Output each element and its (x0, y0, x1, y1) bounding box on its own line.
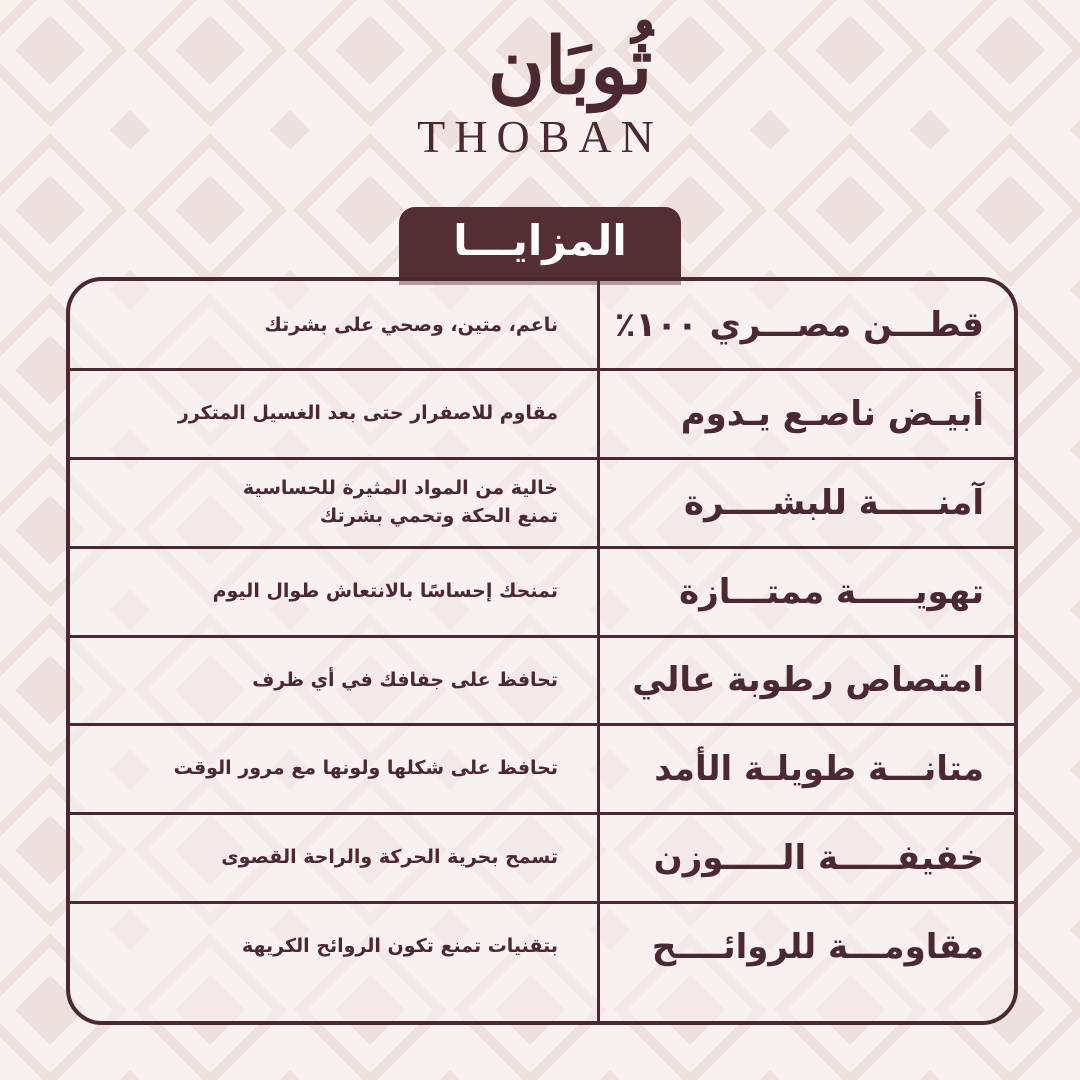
brand-logo (0, 21, 1080, 162)
features-table (66, 277, 1018, 1025)
feature-row (70, 547, 1014, 636)
brand-latin-name: THOBAN (417, 111, 663, 162)
feature-row (70, 725, 1014, 814)
feature-name: أبيـض ناصـع يـدوم (680, 394, 984, 435)
row-divider (70, 723, 1014, 726)
feature-name: خفيفـــــة الـــــوزن (653, 837, 984, 878)
feature-description: بتقنيات تمنع تكون الروائح الكريهة (241, 934, 558, 957)
feature-description: تحافظ على شكلها ولونها مع مرور الوقت (173, 757, 558, 780)
feature-description: ناعم، متين، وصحي على بشرتك (264, 313, 558, 336)
brand-arabic-name: ثُوبَان (487, 21, 653, 112)
feature-row (70, 636, 1014, 725)
feature-name: مقاومـــة للروائــــح (651, 926, 984, 967)
row-divider (70, 457, 1014, 460)
feature-description: تمنحك إحساسًا بالانتعاش طوال اليوم (212, 579, 558, 602)
feature-row (70, 281, 1014, 370)
row-divider (70, 901, 1014, 904)
feature-name: امتصاص رطوبة عالي (632, 660, 984, 701)
feature-description: تسمح بحرية الحركة والراحة القصوى (221, 846, 558, 869)
feature-name: تهويـــــة ممتـــازة (679, 571, 984, 612)
feature-name: قطـــن مصـــري ١٠٠٪ (614, 305, 984, 346)
feature-row (70, 370, 1014, 459)
feature-row (70, 459, 1014, 548)
row-divider (70, 368, 1014, 371)
section-title: المزايـــا (453, 216, 627, 265)
feature-name: آمنـــــة للبشــــرة (684, 482, 984, 523)
feature-row (70, 902, 1014, 991)
row-divider (70, 546, 1014, 549)
section-title-tab (399, 207, 681, 285)
row-divider (70, 635, 1014, 638)
feature-description: مقاوم للاصفرار حتى بعد الغسيل المتكرر (177, 402, 558, 425)
feature-description: خالية من المواد المثيرة للحساسية تمنع الحكة وتحمي بشرتك (242, 477, 558, 527)
feature-row (70, 814, 1014, 903)
feature-description: تحافظ على جفافك في أي ظرف (252, 668, 558, 691)
feature-name: متانـــة طويلـة الأمد (654, 749, 984, 790)
row-divider (70, 812, 1014, 815)
